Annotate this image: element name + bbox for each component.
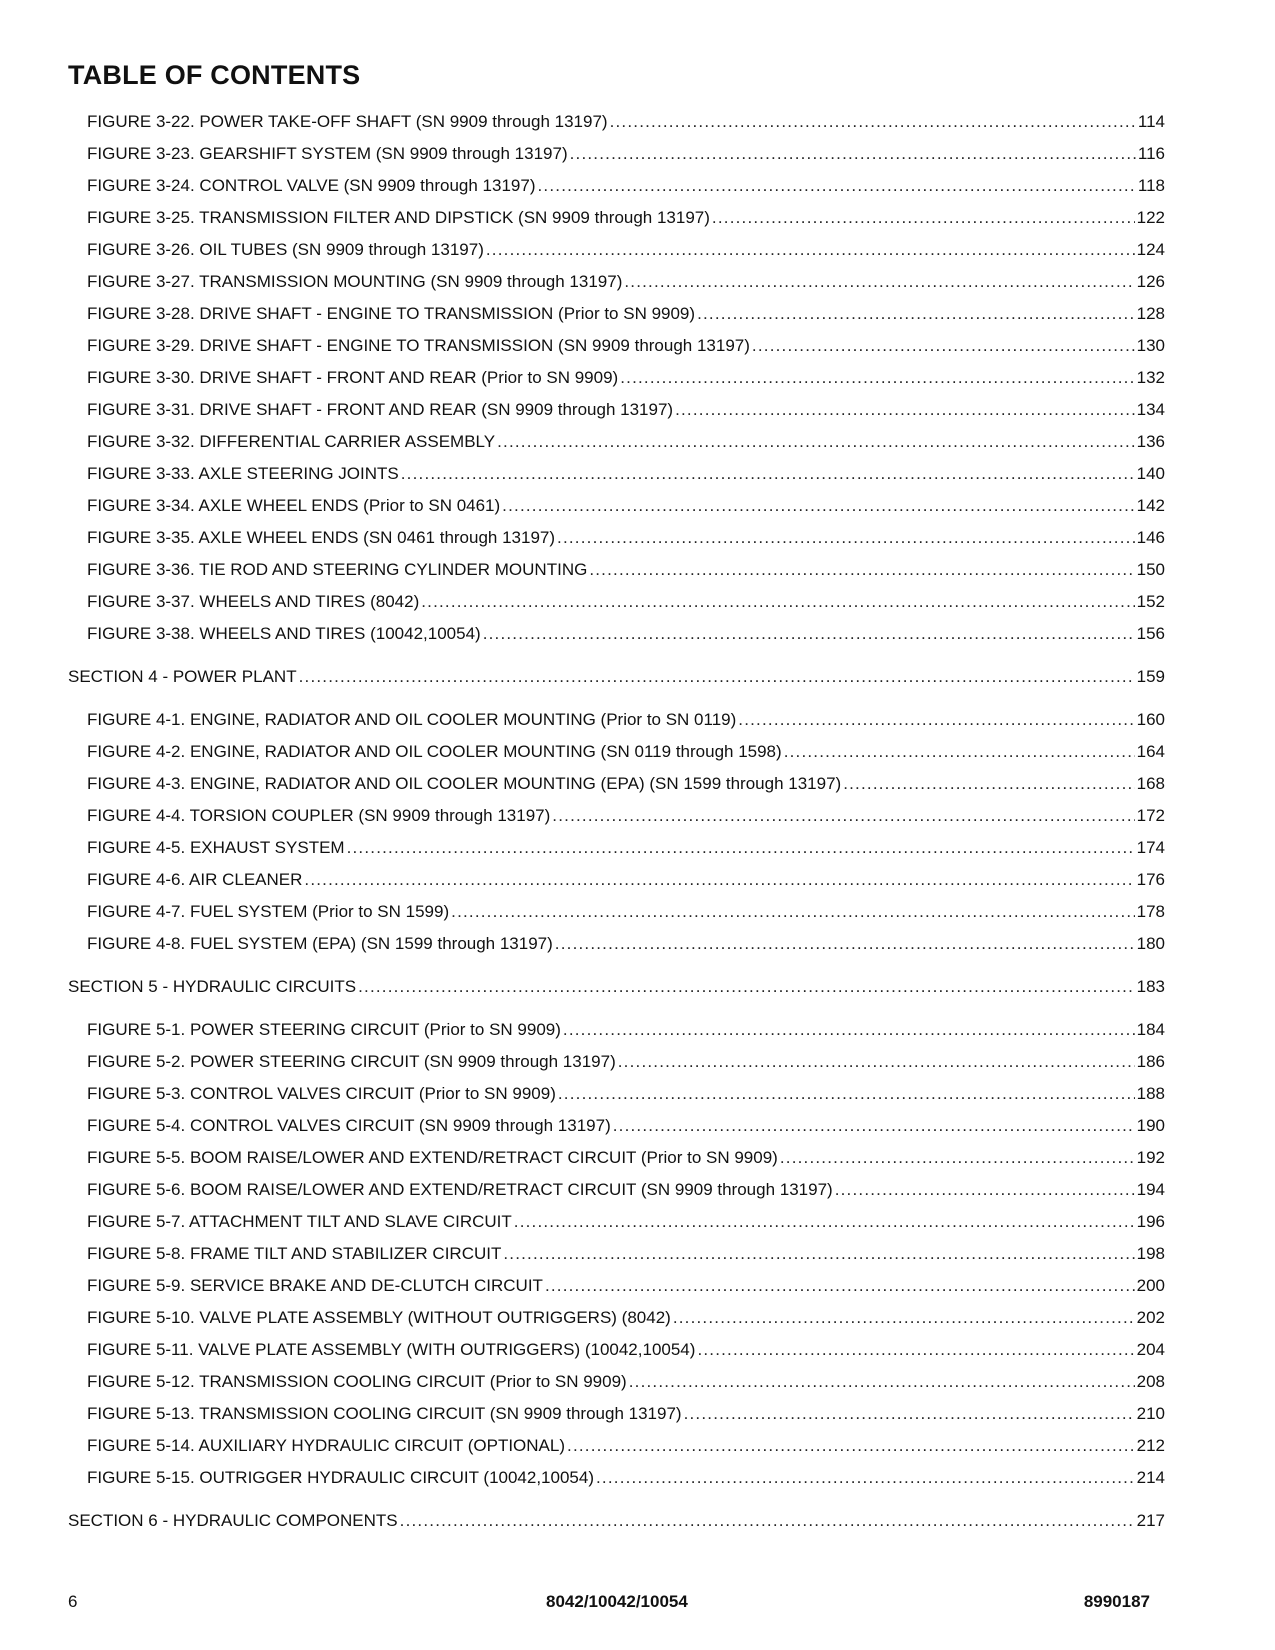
toc-entry-label: FIGURE 5-13. TRANSMISSION COOLING CIRCUIT (SN 9909 through 13197) — [87, 1404, 682, 1423]
dot-leader — [486, 240, 1135, 260]
dot-leader — [738, 710, 1134, 730]
toc-entry-label: FIGURE 5-11. VALVE PLATE ASSEMBLY (WITH OUTRIGGERS) (10042,10054) — [87, 1340, 696, 1359]
dot-leader — [304, 870, 1134, 890]
dot-leader — [697, 304, 1135, 324]
toc-entry-label: FIGURE 5-3. CONTROL VALVES CIRCUIT (Prior to SN 9909) — [87, 1084, 556, 1103]
toc-entry-page: 196 — [1136, 1212, 1165, 1231]
dot-leader — [610, 112, 1136, 132]
toc-entry-page: 214 — [1136, 1468, 1165, 1487]
dot-leader — [555, 934, 1135, 954]
toc-entry-page: 132 — [1136, 368, 1165, 387]
toc-entry-page: 152 — [1136, 592, 1165, 611]
toc-entry-page: 174 — [1136, 838, 1165, 857]
dot-leader — [784, 742, 1135, 762]
toc-figure-entry[interactable] — [68, 1244, 1165, 1276]
toc-entry-page: 146 — [1136, 528, 1165, 547]
toc-figure-entry[interactable] — [68, 1340, 1165, 1372]
footer-doc-number: 8990187 — [1083, 1592, 1150, 1611]
page-title: TABLE OF CONTENTS — [68, 60, 361, 90]
toc-entry-label: FIGURE 5-7. ATTACHMENT TILT AND SLAVE CIRCUIT — [87, 1212, 512, 1231]
toc-entry-label: FIGURE 3-33. AXLE STEERING JOINTS — [87, 464, 399, 483]
toc-entry-label: FIGURE 3-38. WHEELS AND TIRES (10042,10054) — [87, 624, 481, 643]
toc-entry-page: 168 — [1136, 774, 1165, 793]
toc-entry-page: 136 — [1136, 432, 1165, 451]
toc-entry-page: 178 — [1136, 902, 1165, 921]
dot-leader — [497, 432, 1135, 452]
toc-figure-entry[interactable] — [68, 1372, 1165, 1404]
toc-figure-entry[interactable] — [68, 464, 1165, 496]
toc-entry-label: FIGURE 5-1. POWER STEERING CIRCUIT (Prior to SN 9909) — [87, 1020, 561, 1039]
dot-leader — [629, 1372, 1135, 1392]
toc-entry-page: 159 — [1136, 667, 1165, 686]
toc-entry-label: FIGURE 3-22. POWER TAKE-OFF SHAFT (SN 9909 through 13197) — [87, 112, 608, 131]
toc-figure-entry[interactable] — [68, 1052, 1165, 1084]
toc-entry-label: FIGURE 3-24. CONTROL VALVE (SN 9909 through 13197) — [87, 176, 536, 195]
toc-entry-label: FIGURE 5-4. CONTROL VALVES CIRCUIT (SN 9909 through 13197) — [87, 1116, 611, 1135]
dot-leader — [624, 272, 1134, 292]
toc-entry-label: FIGURE 5-5. BOOM RAISE/LOWER AND EXTEND/RETRACT CIRCUIT (Prior to SN 9909) — [87, 1148, 778, 1167]
toc-entry-label: FIGURE 4-6. AIR CLEANER — [87, 870, 303, 889]
toc-figure-entry[interactable] — [68, 400, 1165, 432]
toc-entry-page: 204 — [1136, 1340, 1165, 1359]
dot-leader — [299, 667, 1135, 687]
toc-entry-label: FIGURE 4-8. FUEL SYSTEM (EPA) (SN 1599 through 13197) — [87, 934, 553, 953]
dot-leader — [673, 1308, 1135, 1328]
toc-entry-page: 150 — [1136, 560, 1165, 579]
toc-entry-page: 184 — [1136, 1020, 1165, 1039]
toc-figure-entry[interactable] — [68, 560, 1165, 592]
toc-figure-entry[interactable] — [68, 934, 1165, 966]
toc-figure-entry[interactable] — [68, 774, 1165, 806]
toc-entry-page: 212 — [1136, 1436, 1165, 1455]
dot-leader — [503, 1244, 1134, 1264]
dot-leader — [675, 400, 1135, 420]
dot-leader — [400, 1511, 1135, 1531]
toc-entry-label: FIGURE 4-4. TORSION COUPLER (SN 9909 through 13197) — [87, 806, 551, 825]
toc-figure-entry[interactable] — [68, 742, 1165, 774]
toc-figure-entry[interactable] — [68, 208, 1165, 240]
toc-entry-label: FIGURE 3-36. TIE ROD AND STEERING CYLINDER MOUNTING — [87, 560, 588, 579]
toc-entry-label: FIGURE 5-8. FRAME TILT AND STABILIZER CIRCUIT — [87, 1244, 502, 1263]
toc-figure-entry[interactable] — [68, 838, 1165, 870]
dot-leader — [563, 1020, 1135, 1040]
toc-entry-label: FIGURE 3-35. AXLE WHEEL ENDS (SN 0461 through 13197) — [87, 528, 556, 547]
toc-entry-label: FIGURE 3-29. DRIVE SHAFT - ENGINE TO TRANSMISSION (SN 9909 through 13197) — [87, 336, 750, 355]
toc-entry-page: 172 — [1136, 806, 1165, 825]
dot-leader — [483, 624, 1135, 644]
toc-entry-page: 140 — [1136, 464, 1165, 483]
toc-figure-entry[interactable] — [68, 1468, 1165, 1500]
toc-entry-page: 186 — [1136, 1052, 1165, 1071]
dot-leader — [347, 838, 1135, 858]
toc-entry-label: FIGURE 5-10. VALVE PLATE ASSEMBLY (WITHOUT OUTRIGGERS) (8042) — [87, 1308, 671, 1327]
toc-figure-entry[interactable] — [68, 368, 1165, 400]
toc-figure-entry[interactable] — [68, 1308, 1165, 1340]
dot-leader — [570, 144, 1136, 164]
toc-entry-page: 200 — [1136, 1276, 1165, 1295]
toc-figure-entry[interactable] — [68, 1116, 1165, 1148]
toc-figure-entry[interactable] — [68, 710, 1165, 742]
toc-section-entry[interactable] — [68, 977, 1165, 1009]
toc-entry-label: FIGURE 3-25. TRANSMISSION FILTER AND DIPSTICK (SN 9909 through 13197) — [87, 208, 710, 227]
toc-figure-entry[interactable] — [68, 1212, 1165, 1244]
toc-entry-label: FIGURE 5-6. BOOM RAISE/LOWER AND EXTEND/RETRACT CIRCUIT (SN 9909 through 13197) — [87, 1180, 833, 1199]
toc-figure-entry[interactable] — [68, 592, 1165, 624]
toc-figure-entry[interactable] — [68, 176, 1165, 208]
toc-entry-page: 160 — [1136, 710, 1165, 729]
toc-section-entry[interactable] — [68, 1511, 1165, 1543]
toc-entry-page: 126 — [1136, 272, 1165, 291]
toc-entry-page: 116 — [1137, 144, 1165, 163]
toc-figure-entry[interactable] — [68, 1436, 1165, 1468]
toc-figure-entry[interactable] — [68, 624, 1165, 656]
toc-entry-label: FIGURE 3-23. GEARSHIFT SYSTEM (SN 9909 through 13197) — [87, 144, 568, 163]
toc-figure-entry[interactable] — [68, 1148, 1165, 1180]
footer-page-number: 6 — [68, 1592, 78, 1611]
footer-model: 8042/10042/10054 — [546, 1592, 688, 1611]
toc-figure-entry[interactable] — [68, 1276, 1165, 1308]
toc-section-entry[interactable] — [68, 667, 1165, 699]
toc-entry-label: SECTION 6 - HYDRAULIC COMPONENTS — [68, 1511, 398, 1530]
toc-figure-entry[interactable] — [68, 1180, 1165, 1212]
toc-entry-page: 198 — [1136, 1244, 1165, 1263]
dot-leader — [712, 208, 1135, 228]
toc-entry-page: 183 — [1136, 977, 1165, 996]
toc-entry-label: FIGURE 3-30. DRIVE SHAFT - FRONT AND REAR (Prior to SN 9909) — [87, 368, 619, 387]
dot-leader — [538, 176, 1136, 196]
toc-entry-page: 180 — [1136, 934, 1165, 953]
toc-figure-entry[interactable] — [68, 304, 1165, 336]
toc-entry-label: FIGURE 5-2. POWER STEERING CIRCUIT (SN 9909 through 13197) — [87, 1052, 616, 1071]
toc-entry-page: 188 — [1136, 1084, 1165, 1103]
toc-entry-label: FIGURE 3-28. DRIVE SHAFT - ENGINE TO TRANSMISSION (Prior to SN 9909) — [87, 304, 696, 323]
toc-entry-page: 114 — [1137, 112, 1165, 131]
toc-entry-label: FIGURE 4-3. ENGINE, RADIATOR AND OIL COOLER MOUNTING (EPA) (SN 1599 through 13197) — [87, 774, 842, 793]
toc-entry-page: 217 — [1136, 1511, 1165, 1530]
toc-entry-label: FIGURE 5-14. AUXILIARY HYDRAULIC CIRCUIT (OPTIONAL) — [87, 1436, 566, 1455]
dot-leader — [558, 1084, 1135, 1104]
dot-leader — [620, 368, 1134, 388]
toc-entry-page: 176 — [1136, 870, 1165, 889]
toc-entry-page: 134 — [1136, 400, 1165, 419]
toc-entry-page: 194 — [1136, 1180, 1165, 1199]
toc-entry-page: 142 — [1136, 496, 1165, 515]
toc-entry-page: 130 — [1136, 336, 1165, 355]
toc-entry-label: FIGURE 3-27. TRANSMISSION MOUNTING (SN 9909 through 13197) — [87, 272, 623, 291]
dot-leader — [589, 560, 1134, 580]
toc-entry-page: 202 — [1136, 1308, 1165, 1327]
toc-figure-entry[interactable] — [68, 806, 1165, 838]
toc-entry-label: FIGURE 3-31. DRIVE SHAFT - FRONT AND REAR (SN 9909 through 13197) — [87, 400, 674, 419]
toc-figure-entry[interactable] — [68, 496, 1165, 528]
dot-leader — [618, 1052, 1135, 1072]
toc-entry-page: 124 — [1136, 240, 1165, 259]
dot-leader — [421, 592, 1134, 612]
table-of-contents — [68, 112, 1165, 1554]
toc-entry-label: FIGURE 5-15. OUTRIGGER HYDRAULIC CIRCUIT (10042,10054) — [87, 1468, 594, 1487]
toc-entry-label: FIGURE 4-1. ENGINE, RADIATOR AND OIL COOLER MOUNTING (Prior to SN 0119) — [87, 710, 737, 729]
toc-figure-entry[interactable] — [68, 432, 1165, 464]
toc-entry-label: FIGURE 3-32. DIFFERENTIAL CARRIER ASSEMBLY — [87, 432, 496, 451]
toc-entry-label: FIGURE 5-12. TRANSMISSION COOLING CIRCUIT (Prior to SN 9909) — [87, 1372, 627, 1391]
toc-entry-label: FIGURE 5-9. SERVICE BRAKE AND DE-CLUTCH CIRCUIT — [87, 1276, 543, 1295]
toc-figure-entry[interactable] — [68, 870, 1165, 902]
toc-entry-page: 156 — [1136, 624, 1165, 643]
toc-entry-page: 164 — [1136, 742, 1165, 761]
dot-leader — [684, 1404, 1135, 1424]
dot-leader — [567, 1436, 1135, 1456]
dot-leader — [358, 977, 1135, 997]
dot-leader — [752, 336, 1135, 356]
toc-entry-label: FIGURE 3-26. OIL TUBES (SN 9909 through 13197) — [87, 240, 484, 259]
toc-figure-entry[interactable] — [68, 112, 1165, 144]
dot-leader — [697, 1340, 1134, 1360]
toc-entry-page: 118 — [1137, 176, 1165, 195]
dot-leader — [613, 1116, 1135, 1136]
toc-figure-entry[interactable] — [68, 1020, 1165, 1052]
dot-leader — [780, 1148, 1135, 1168]
toc-entry-label: SECTION 5 - HYDRAULIC CIRCUITS — [68, 977, 357, 996]
dot-leader — [843, 774, 1134, 794]
dot-leader — [835, 1180, 1135, 1200]
toc-entry-page: 128 — [1136, 304, 1165, 323]
toc-figure-entry[interactable] — [68, 902, 1165, 934]
toc-entry-page: 208 — [1136, 1372, 1165, 1391]
toc-entry-page: 190 — [1136, 1116, 1165, 1135]
toc-figure-entry[interactable] — [68, 1084, 1165, 1116]
dot-leader — [545, 1276, 1135, 1296]
toc-entry-page: 210 — [1136, 1404, 1165, 1423]
dot-leader — [514, 1212, 1135, 1232]
dot-leader — [502, 496, 1134, 516]
toc-entry-label: FIGURE 4-7. FUEL SYSTEM (Prior to SN 1599) — [87, 902, 450, 921]
toc-entry-label: FIGURE 4-2. ENGINE, RADIATOR AND OIL COOLER MOUNTING (SN 0119 through 1598) — [87, 742, 782, 761]
toc-figure-entry[interactable] — [68, 1404, 1165, 1436]
toc-entry-label: FIGURE 3-37. WHEELS AND TIRES (8042) — [87, 592, 420, 611]
toc-entry-label: FIGURE 3-34. AXLE WHEEL ENDS (Prior to SN 0461) — [87, 496, 501, 515]
toc-figure-entry[interactable] — [68, 272, 1165, 304]
toc-entry-label: FIGURE 4-5. EXHAUST SYSTEM — [87, 838, 345, 857]
dot-leader — [451, 902, 1134, 922]
dot-leader — [552, 806, 1134, 826]
toc-entry-page: 192 — [1136, 1148, 1165, 1167]
toc-entry-page: 122 — [1136, 208, 1165, 227]
dot-leader — [596, 1468, 1135, 1488]
toc-figure-entry[interactable] — [68, 336, 1165, 368]
toc-entry-label: SECTION 4 - POWER PLANT — [68, 667, 297, 686]
dot-leader — [557, 528, 1135, 548]
toc-figure-entry[interactable] — [68, 240, 1165, 272]
toc-figure-entry[interactable] — [68, 528, 1165, 560]
toc-figure-entry[interactable] — [68, 144, 1165, 176]
dot-leader — [401, 464, 1135, 484]
